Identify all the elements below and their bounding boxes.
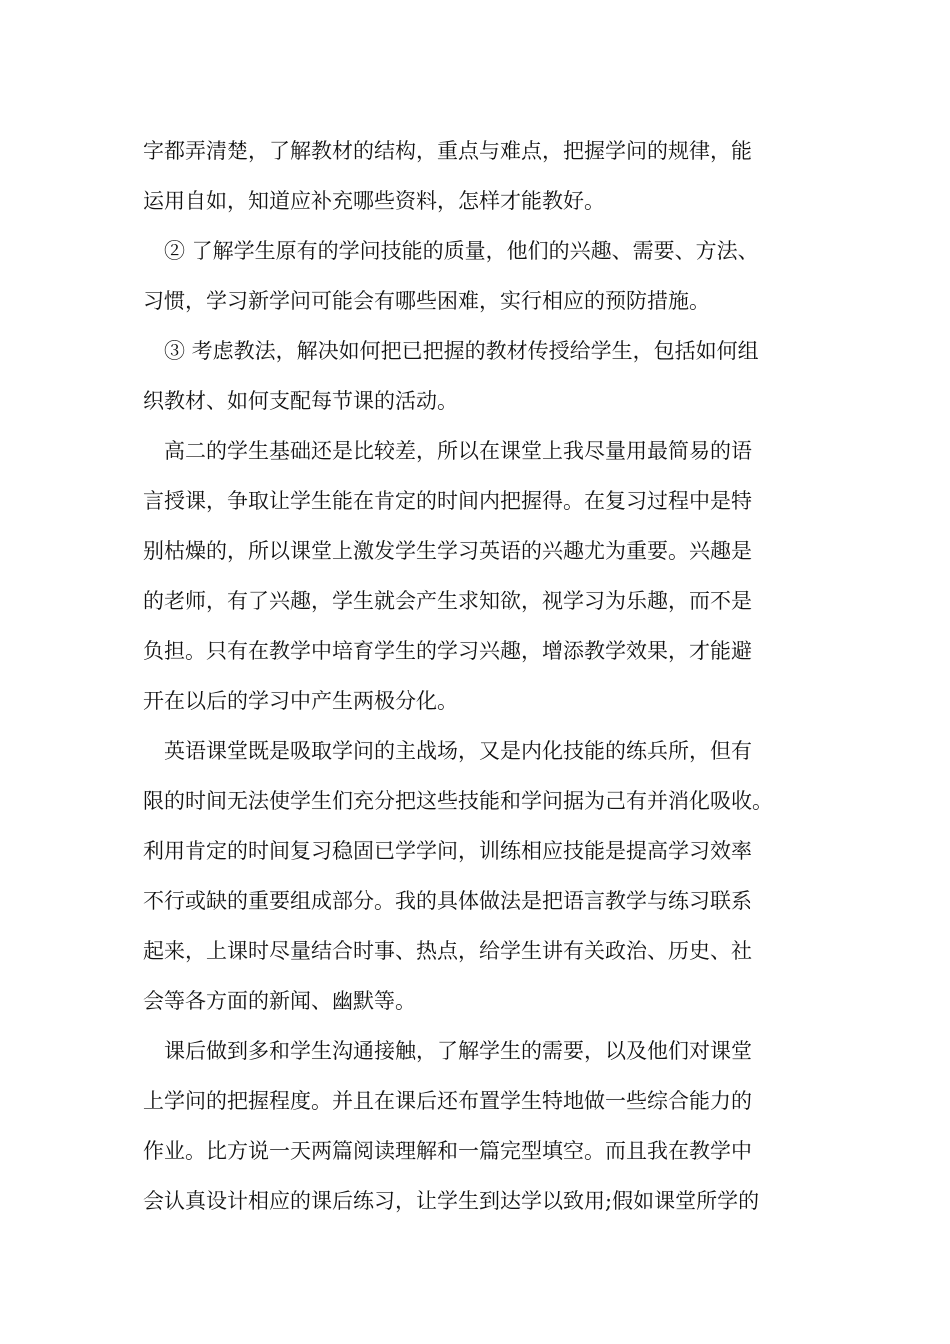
text-line: 运用自如，知道应补充哪些资料，怎样才能教好。 [143,189,605,213]
text-line: 利用肯定的时间复习稳固已学学问，训练相应技能是提高学习效率 [143,839,752,863]
text-line: 英语课堂既是吸取学问的主战场，又是内化技能的练兵所，但有 [164,739,752,763]
text-line: 作业。比方说一天两篇阅读理解和一篇完型填空。而且我在教学中 [143,1139,752,1163]
text-line: 负担。只有在教学中培育学生的学习兴趣，增添教学效果，才能避 [143,639,752,663]
text-line: 会认真设计相应的课后练习，让学生到达学以致用;假如课堂所学的 [143,1189,760,1213]
text-line: 高二的学生基础还是比较差，所以在课堂上我尽量用最简易的语 [164,439,752,463]
text-line: 上学问的把握程度。并且在课后还布置学生特地做一些综合能力的 [143,1089,752,1113]
text-line: 限的时间无法使学生们充分把这些技能和学问据为己有并消化吸收。 [143,789,773,813]
text-line: ③ 考虑教法，解决如何把已把握的教材传授给学生，包括如何组 [164,339,759,363]
document-body [143,126,843,1226]
text-line: 开在以后的学习中产生两极分化。 [143,689,458,713]
text-line: 字都弄清楚，了解教材的结构，重点与难点，把握学问的规律，能 [143,139,752,163]
text-line: 起来，上课时尽量结合时事、热点，给学生讲有关政治、历史、社 [143,939,752,963]
text-line: ② 了解学生原有的学问技能的质量，他们的兴趣、需要、方法、 [164,239,759,263]
text-line: 言授课，争取让学生能在肯定的时间内把握得。在复习过程中是特 [143,489,752,513]
text-line: 课后做到多和学生沟通接触，了解学生的需要，以及他们对课堂 [164,1039,752,1063]
text-line: 织教材、如何支配每节课的活动。 [143,389,458,413]
text-line: 不行或缺的重要组成部分。我的具体做法是把语言教学与练习联系 [143,889,752,913]
text-line: 别枯燥的，所以课堂上激发学生学习英语的兴趣尤为重要。兴趣是 [143,539,752,563]
text-line: 习惯，学习新学问可能会有哪些困难，实行相应的预防措施。 [143,289,710,313]
text-line: 会等各方面的新闻、幽默等。 [143,989,416,1013]
text-line: 的老师，有了兴趣，学生就会产生求知欲，视学习为乐趣，而不是 [143,589,752,613]
